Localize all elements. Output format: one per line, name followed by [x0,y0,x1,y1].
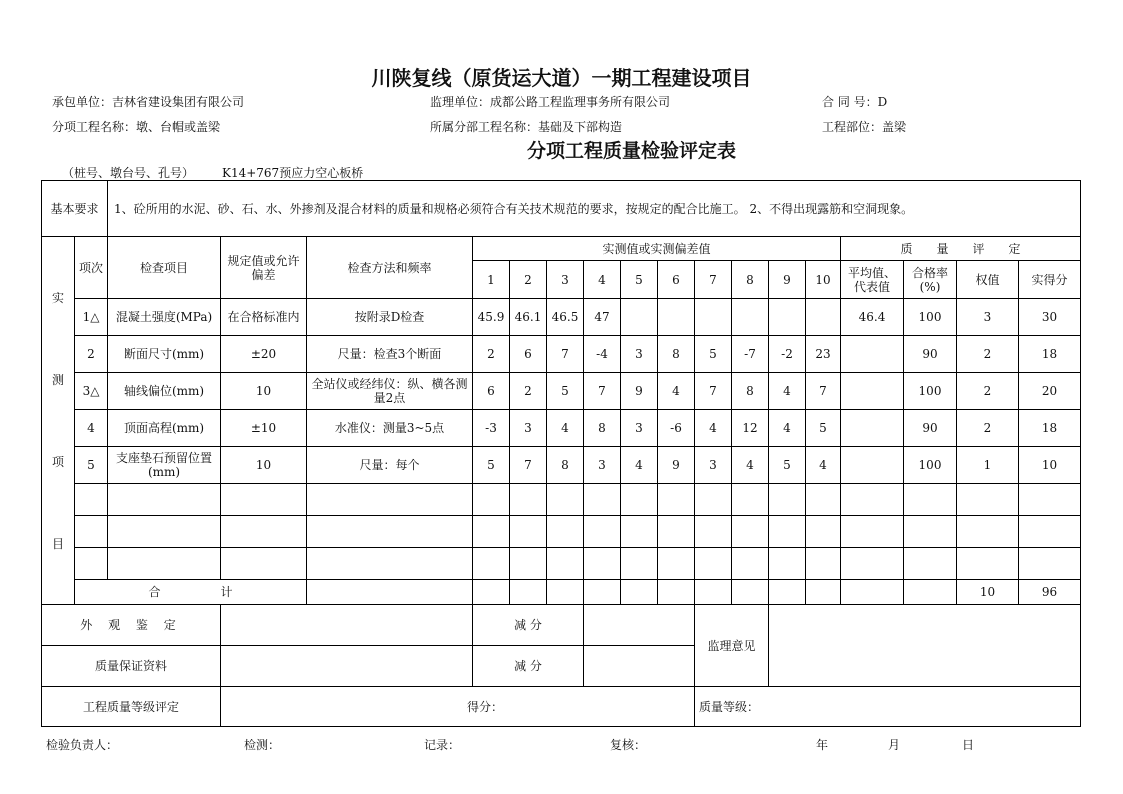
col-num: 5 [621,261,658,299]
supervision-label: 监理意见 [695,605,769,687]
col-weight: 权值 [957,261,1019,299]
table-row [42,336,1081,373]
col-avg: 平均值、代表值 [841,261,904,299]
row-value: 4 [547,410,584,447]
row-item: 轴线偏位(mm) [108,373,221,410]
row-value: 4 [621,447,658,484]
col-num: 3 [547,261,584,299]
col-measured: 实测值或实测偏差值 [473,237,841,261]
row-item: 顶面高程(mm) [108,410,221,447]
quality-docs-deduct-label: 减 分 [473,646,584,687]
row-value: 45.9 [473,299,510,336]
row-value: 8 [547,447,584,484]
row-value: 3 [621,336,658,373]
footer-year: 年 [816,738,829,752]
col-num: 1 [473,261,510,299]
row-value: 5 [769,447,806,484]
grade-score: 得分： [221,687,695,727]
col-num: 2 [510,261,547,299]
row-no: 5 [75,447,108,484]
row-value: 12 [732,410,769,447]
row-value: 3 [510,410,547,447]
row-method: 按附录D检查 [307,299,473,336]
row-avg [841,336,904,373]
col-method: 检查方法和频率 [307,237,473,299]
row-no: 1△ [75,299,108,336]
grade-label: 工程质量等级评定 [42,687,221,727]
row-value: -4 [584,336,621,373]
row-value: 46.5 [547,299,584,336]
empty-row [42,516,1081,548]
col-num: 6 [658,261,695,299]
col-pass: 合格率(%) [904,261,957,299]
form-title: 分项工程质量检验评定表 [526,140,736,162]
table-row [42,299,1081,336]
row-value [658,299,695,336]
row-item: 断面尺寸(mm) [108,336,221,373]
row-value: 5 [695,336,732,373]
row-value: -7 [732,336,769,373]
footer-day: 日 [962,738,975,752]
division-name: 所属分部工程名称：基础及下部构造 [430,120,623,134]
total-score: 96 [1019,580,1081,605]
total-weight: 10 [957,580,1019,605]
row-value: 7 [584,373,621,410]
row-value [806,299,841,336]
basic-requirements-row [42,181,1081,237]
basic-text: 1、砼所用的水泥、砂、石、水、外掺剂及混合材料的质量和规格必须符合有关技术规范的要求，按规定的配合比施工。 2、不得出现露筋和空洞现象。 [108,181,1081,237]
row-value [769,299,806,336]
appearance-deduct-label: 减 分 [473,605,584,646]
col-num: 7 [695,261,732,299]
row-no: 2 [75,336,108,373]
grade-level: 质量等级： [695,687,1081,727]
row-value: -3 [473,410,510,447]
col-no: 项次 [75,237,108,299]
row-pass: 90 [904,336,957,373]
row-value: 4 [732,447,769,484]
row-method: 尺量：检查3个断面 [307,336,473,373]
row-value: 5 [547,373,584,410]
side-label [42,237,75,605]
side-char: 实 [51,290,64,305]
row-spec: 在合格标准内 [221,299,307,336]
total-label-1: 合 [148,585,161,599]
row-item: 混凝土强度(MPa) [108,299,221,336]
row-method: 尺量：每个 [307,447,473,484]
footer-check: 检测： [244,738,281,752]
row-no: 4 [75,410,108,447]
row-value: 5 [806,410,841,447]
row-value: 47 [584,299,621,336]
row-spec: ±20 [221,336,307,373]
col-score: 实得分 [1019,261,1081,299]
basic-label: 基本要求 [42,181,108,237]
work-part: 工程部位：盖梁 [822,120,907,134]
quality-docs-label: 质量保证资料 [42,646,221,687]
row-item: 支座垫石预留位置(mm) [108,447,221,484]
row-no: 3△ [75,373,108,410]
page-title: 川陕复线（原货运大道）一期工程建设项目 [371,66,752,90]
row-score: 20 [1019,373,1081,410]
row-value: -6 [658,410,695,447]
row-value [621,299,658,336]
col-item: 检查项目 [108,237,221,299]
row-weight: 2 [957,373,1019,410]
appearance-row [42,605,1081,646]
supervision-value [769,605,1081,687]
row-weight: 1 [957,447,1019,484]
row-method: 全站仪或经纬仪：纵、横各测量2点 [307,373,473,410]
table-row [42,410,1081,447]
row-value: 46.1 [510,299,547,336]
side-char: 目 [51,536,64,551]
row-value: 4 [658,373,695,410]
row-value: 8 [584,410,621,447]
row-value: 9 [621,373,658,410]
row-value: 7 [695,373,732,410]
total-row [42,580,1081,605]
row-weight: 3 [957,299,1019,336]
row-score: 18 [1019,336,1081,373]
row-value: 4 [769,410,806,447]
row-score: 10 [1019,447,1081,484]
pile-value: K14+767预应力空心板桥 [222,166,364,180]
contract-no: 合 同 号：D [822,95,888,109]
total-label-2: 计 [220,585,233,599]
col-num: 8 [732,261,769,299]
row-method: 水准仪：测量3~5点 [307,410,473,447]
footer-month: 月 [888,738,901,752]
row-value: 4 [769,373,806,410]
footer-review: 复核： [610,738,647,752]
row-value [695,299,732,336]
inspection-table [41,180,1081,727]
row-spec: 10 [221,447,307,484]
table-row [42,447,1081,484]
row-value: 3 [621,410,658,447]
row-value: 3 [695,447,732,484]
row-spec: 10 [221,373,307,410]
col-num: 10 [806,261,841,299]
side-char: 测 [51,372,64,387]
table-row [42,373,1081,410]
col-quality: 质 量 评 定 [841,237,1081,261]
row-value: 8 [658,336,695,373]
footer-inspector: 检验负责人： [46,738,119,752]
row-value: -2 [769,336,806,373]
row-value: 9 [658,447,695,484]
contractor: 承包单位：吉林省建设集团有限公司 [52,95,245,109]
row-value: 5 [473,447,510,484]
col-num: 4 [584,261,621,299]
col-num: 9 [769,261,806,299]
row-avg [841,447,904,484]
row-avg [841,410,904,447]
row-value: 6 [473,373,510,410]
row-value: 6 [510,336,547,373]
pile-label: （桩号、墩台号、孔号） [62,166,195,180]
row-value: 4 [695,410,732,447]
row-value: 3 [584,447,621,484]
row-value [732,299,769,336]
row-value: 7 [806,373,841,410]
row-avg [841,373,904,410]
row-score: 18 [1019,410,1081,447]
supervisor: 监理单位：成都公路工程监理事务所有限公司 [430,95,671,109]
row-weight: 2 [957,410,1019,447]
row-avg: 46.4 [841,299,904,336]
row-value: 23 [806,336,841,373]
sub-project-name: 分项工程名称：墩、台帽或盖梁 [52,120,221,134]
total-label [75,580,307,605]
header-row-1 [42,237,1081,261]
row-pass: 100 [904,373,957,410]
row-value: 2 [473,336,510,373]
empty-row [42,484,1081,516]
appearance-label: 外 观 鉴 定 [42,605,221,646]
row-value: 4 [806,447,841,484]
row-spec: ±10 [221,410,307,447]
col-spec: 规定值或允许偏差 [221,237,307,299]
row-value: 2 [510,373,547,410]
row-value: 7 [547,336,584,373]
row-pass: 90 [904,410,957,447]
footer-record: 记录： [424,738,461,752]
grade-row [42,687,1081,727]
row-pass: 100 [904,447,957,484]
row-pass: 100 [904,299,957,336]
side-char: 项 [51,454,64,469]
row-value: 7 [510,447,547,484]
row-weight: 2 [957,336,1019,373]
row-score: 30 [1019,299,1081,336]
row-value: 8 [732,373,769,410]
empty-row [42,548,1081,580]
